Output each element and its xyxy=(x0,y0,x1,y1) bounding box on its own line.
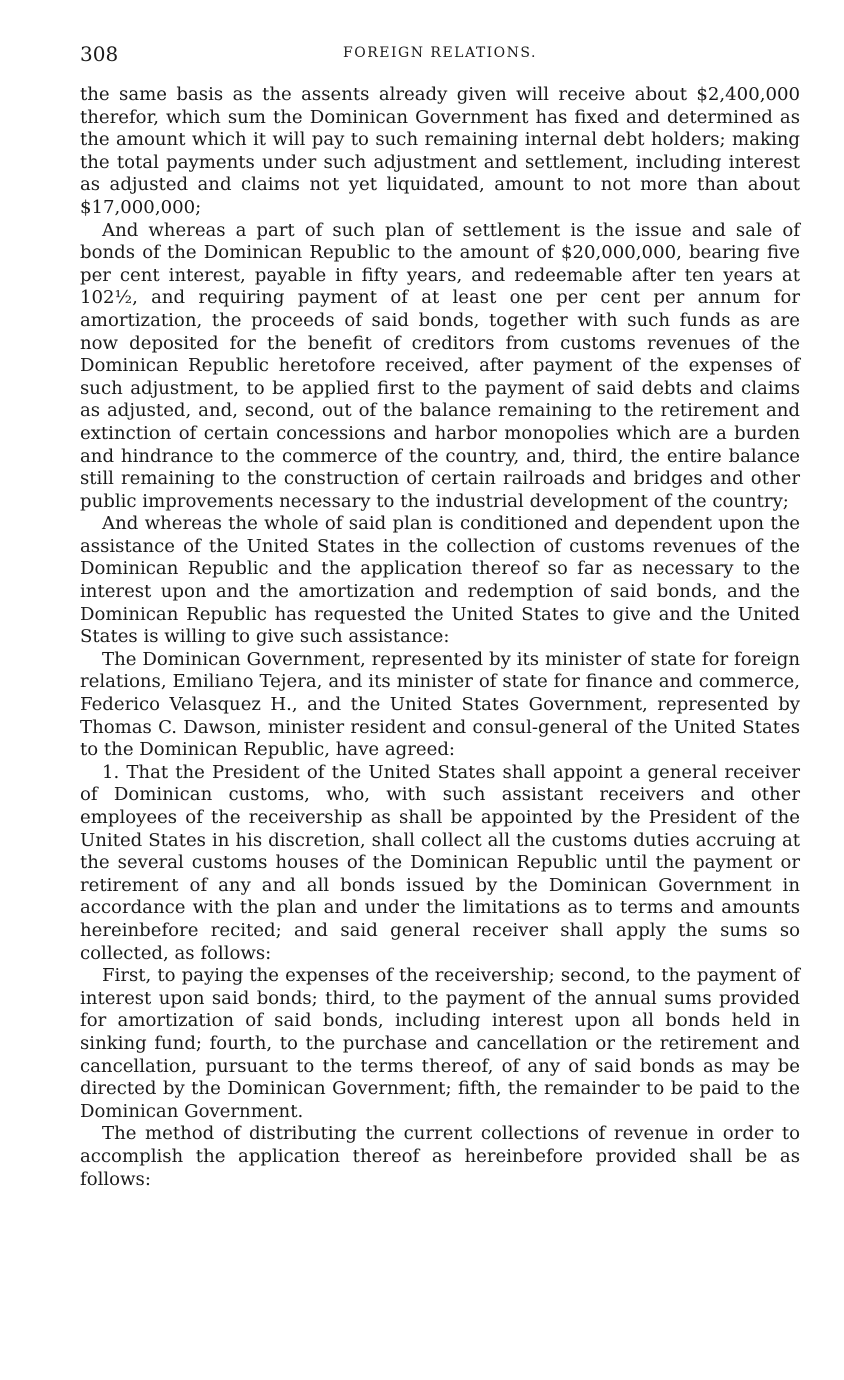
paragraph-distribution-method: The method of distributing the current collections of revenue in order to accomplish the application thereof as hereinbefore provided shall be as follows: xyxy=(80,1123,800,1190)
paragraph-us-assistance: And whereas the whole of said plan is conditioned and dependent upon the assistance of the United States in the collection of customs revenues of the Dominican Republic and the application thereof so far as necessary to the interest upon and the amortization and redemption of said bonds, and the Dominican Republic has requested the United States to give and the United States is willing to give such assistance: xyxy=(80,513,800,648)
page-number: 308 xyxy=(80,42,119,66)
paragraph-article-1: 1. That the President of the United States shall appoint a general receiver of Dominican customs, who, with such assistant receivers and other employees of the receivership as shall be appointed by the President of the United States in his discretion, shall collect all the customs duties accruing at the several customs houses of the Dominican Republic until the payment or retirement of any and all bonds issued by the Dominican Government in accordance with the plan and under the limitations as to terms and amounts hereinbefore recited; and said general receiver shall apply the sums so collected, as follows: xyxy=(80,761,800,964)
paragraph-continuation: the same basis as the assents already given will receive about $2,400,000 therefor, which sum the Dominican Government has fixed and determined as the amount which it will pay to such remaining internal debt holders; making the total payments under such adjustment and settlement, including interest as adjusted and claims not yet liquidated, amount to not more than about $17,000,000; xyxy=(80,84,800,218)
paragraph-bond-plan: And whereas a part of such plan of settlement is the issue and sale of bonds of the Dominican Republic to the amount of $20,000,000, bearing five per cent interest, payable in fifty years, and redeemable after ten years at 102½, and requiring payment of at least one per cent per annum for amortization, the proceeds of said bonds, together with such funds as are now deposited for the benefit of creditors from customs revenues of the Dominican Republic heretofore received, after payment of the expenses of such adjustment, to be applied first to the payment of said debts and claims as adjusted, and, second, out of the balance remaining to the retirement and extinction of certain concessions and harbor monopolies which are a burden and hindrance to the commerce of the country, and, third, the entire balance still remaining to the construction of certain railroads and bridges and other public improvements necessary to the industrial development of the country; xyxy=(80,219,800,512)
paragraph-parties-agreed: The Dominican Government, represented by its minister of state for foreign relations, Emiliano Tejera, and its minister of state for finance and commerce, Federico Velasquez H., and the United States Government, represented by Thomas C. Dawson, minister resident and consul-general of the United States to the Dominican Republic, have agreed: xyxy=(80,648,800,761)
body-text xyxy=(80,84,800,1191)
running-header xyxy=(80,42,800,72)
running-title: FOREIGN RELATIONS. xyxy=(343,45,537,61)
paragraph-application-order: First, to paying the expenses of the receivership; second, to the payment of interest upon said bonds; third, to the payment of the annual sums provided for amortization of said bonds, including interest upon all bonds held in sinking fund; fourth, to the purchase and cancellation or the retirement and cancellation, pursuant to the terms thereof, of any of said bonds as may be directed by the Dominican Government; fifth, the remainder to be paid to the Dominican Government. xyxy=(80,965,800,1122)
